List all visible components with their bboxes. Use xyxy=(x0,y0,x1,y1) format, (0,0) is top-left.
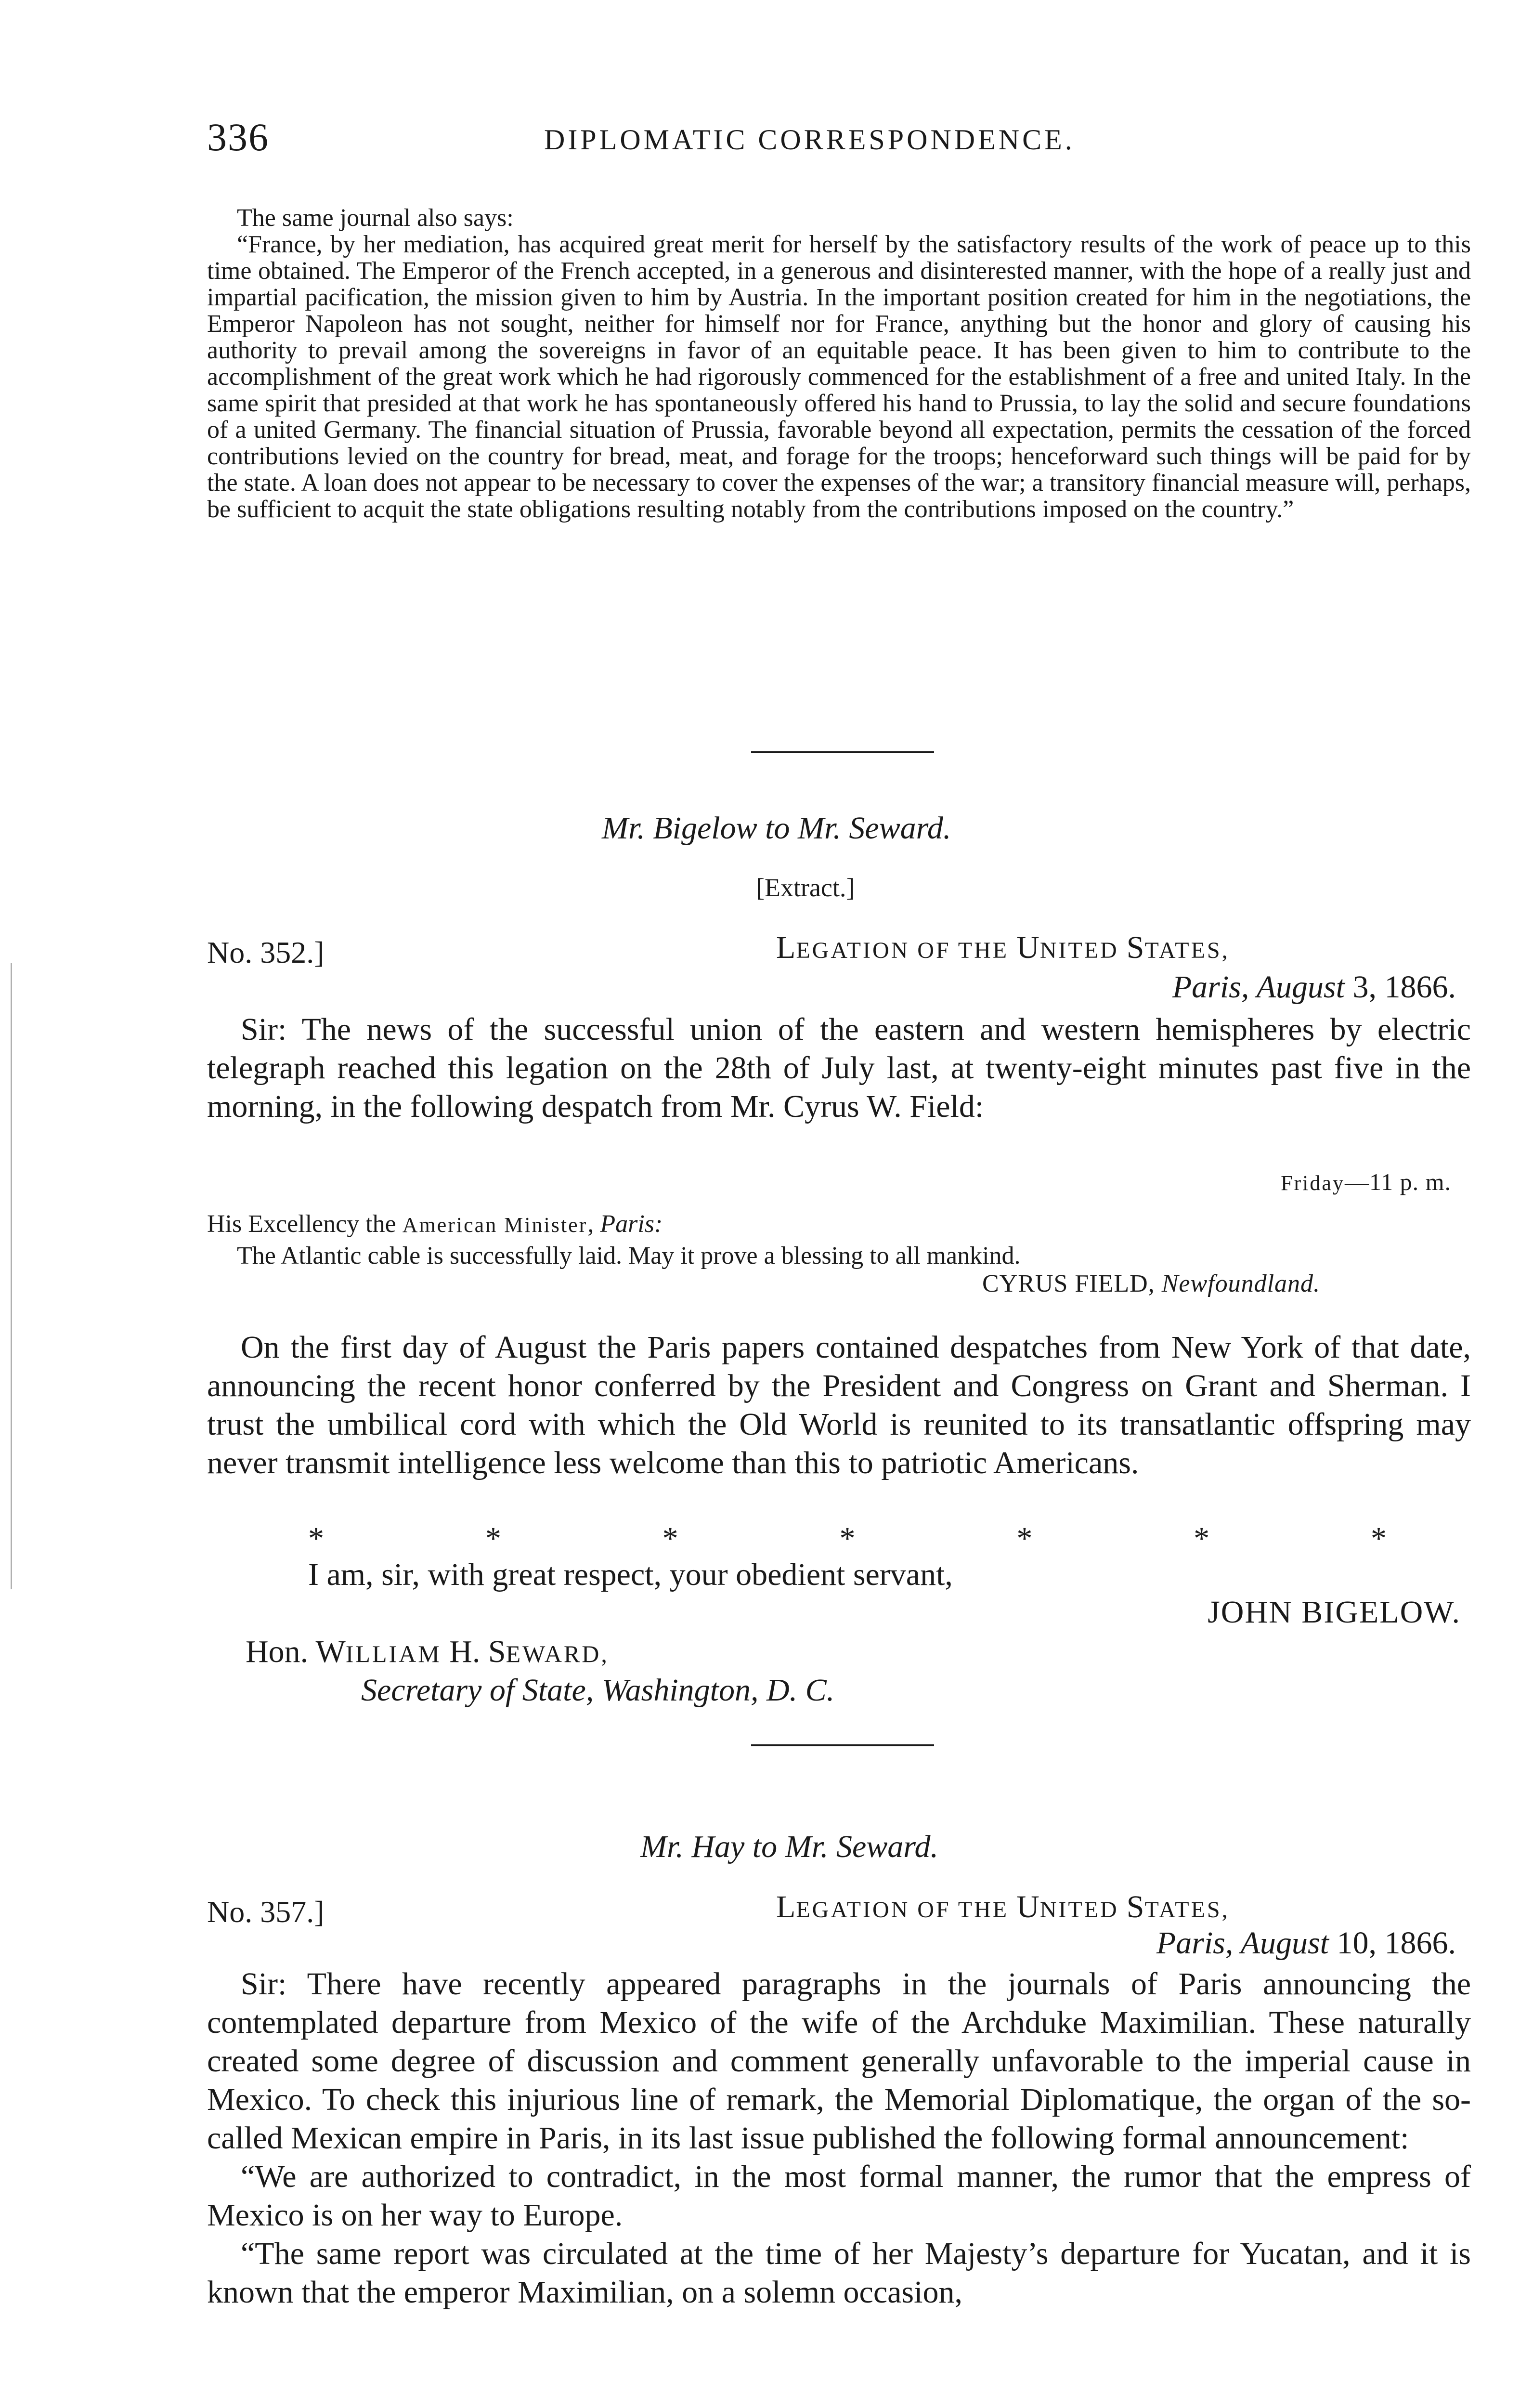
telegram-recipient: His Excellency the American Minister, Paris: xyxy=(207,1210,663,1238)
extract-label: [Extract.] xyxy=(756,873,855,902)
paragraph: Sir: The news of the successful union of the eastern and western hemispheres by electric telegraph reached this legation on the 28th of July last, at twenty-eight minutes past five in the morning, in the following despatch from Mr. Cyrus W. Field: xyxy=(207,1012,1471,1124)
despatch-number: No. 357.] xyxy=(207,1895,325,1929)
addressee-title: Secretary of State, Washington, D. C. xyxy=(361,1673,835,1708)
dateline: Paris, August 3, 1866. xyxy=(1172,969,1456,1005)
journal-quote xyxy=(207,205,1471,523)
letter-body xyxy=(207,1010,1471,1126)
letter-heading: Mr. Hay to Mr. Seward. xyxy=(640,1829,939,1864)
paragraph: On the first day of August the Paris papers contained despatches from New York of that date, announcing the recent honor conferred by the President and Congress on Grant and Sherman. I trust the umbilical cord with which the Old World is reunited to its transatlantic offspring may never transmit intelligence less welcome than this to patriotic Americans. xyxy=(207,1330,1471,1480)
closing-line: I am, sir, with great respect, your obedient servant, xyxy=(308,1557,953,1592)
letter-body xyxy=(207,1328,1471,1482)
omission-asterisks xyxy=(308,1522,1387,1556)
asterisk: * xyxy=(839,1521,856,1556)
despatch-number: No. 352.] xyxy=(207,935,325,969)
paragraph: “The same report was circulated at the time of her Majesty’s departure for Yucatan, and it is known that the emperor Maximilian, on a solemn occasion, xyxy=(207,2236,1471,2310)
paragraph: “We are authorized to contradict, in the most formal manner, the rumor that the empress of Mexico is on her way to Europe. xyxy=(207,2159,1471,2233)
asterisk: * xyxy=(662,1521,678,1556)
telegram-time: Friday—11 p. m. xyxy=(1281,1168,1451,1195)
legation-line: LEGATION OF THE UNITED STATES, xyxy=(776,1889,1230,1924)
page-header xyxy=(207,113,1471,166)
letter-heading: Mr. Bigelow to Mr. Seward. xyxy=(602,811,951,846)
signature: JOHN BIGELOW. xyxy=(1208,1595,1461,1630)
section-divider xyxy=(751,751,934,753)
telegram-signature: CYRUS FIELD, Newfoundland. xyxy=(982,1270,1321,1297)
telegram-text: The Atlantic cable is successfully laid. May it prove a blessing to all mankind. xyxy=(237,1242,1021,1269)
binding-edge-line xyxy=(11,963,12,1589)
asterisk: * xyxy=(1016,1521,1033,1556)
letter-body xyxy=(207,1965,1471,2312)
asterisk: * xyxy=(1370,1521,1387,1556)
section-divider xyxy=(751,1744,934,1746)
dateline: Paris, August 10, 1866. xyxy=(1156,1925,1456,1961)
journal-quote-body: “France, by her mediation, has acquired great merit for herself by the satisfactory results of the work of peace up to this time obtained. The Emperor of the French accepted, in a generous and disinterested manner, with the hope of a really just and impartial pacification, the mission given to him by Austria. In the important position created for him in the negotiations, the Emperor Napoleon has not sought, neither for himself nor for France, anything but the honor and glory of causing his authority to prevail among the sovereigns in favor of an equitable peace. It has been given to him to contribute to the accomplishment of the great work which he had rigorously commenced for the establishment of a free and united Italy. In the same spirit that presided at that work he has spontaneously offered his hand to Prussia, to lay the solid and secure foundations of a united Germany. The financial situation of Prussia, favorable beyond all expectation, permits the cessation of the forced contributions levied on the country for bread, meat, and forage for the troops; henceforward such things will be paid for by the state. A loan does not appear to be necessary to cover the expenses of the war; a transitory financial measure will, perhaps, be sufficient to acquit the state obligations resulting notably from the contributions imposed on the country.” xyxy=(207,231,1471,523)
asterisk: * xyxy=(308,1521,324,1556)
page-number: 336 xyxy=(207,115,269,159)
journal-quote-intro: The same journal also says: xyxy=(237,204,514,232)
asterisk: * xyxy=(485,1521,501,1556)
addressee: Hon. WILLIAM H. SEWARD, xyxy=(246,1634,609,1669)
asterisk: * xyxy=(1194,1521,1210,1556)
running-title: DIPLOMATIC CORRESPONDENCE. xyxy=(544,124,1075,156)
paragraph: Sir: There have recently appeared paragraphs in the journals of Paris announcing the contemplated departure from Mexico of the wife of the Archduke Maximilian. These naturally created some degree of discussion and comment generally unfavorable to the imperial cause in Mexico. To check this injurious line of remark, the Memorial Diplomatique, the organ of the so-called Mexican empire in Paris, in its last issue published the following formal announcement: xyxy=(207,1966,1471,2156)
legation-line: LEGATION OF THE UNITED STATES, xyxy=(776,930,1230,965)
